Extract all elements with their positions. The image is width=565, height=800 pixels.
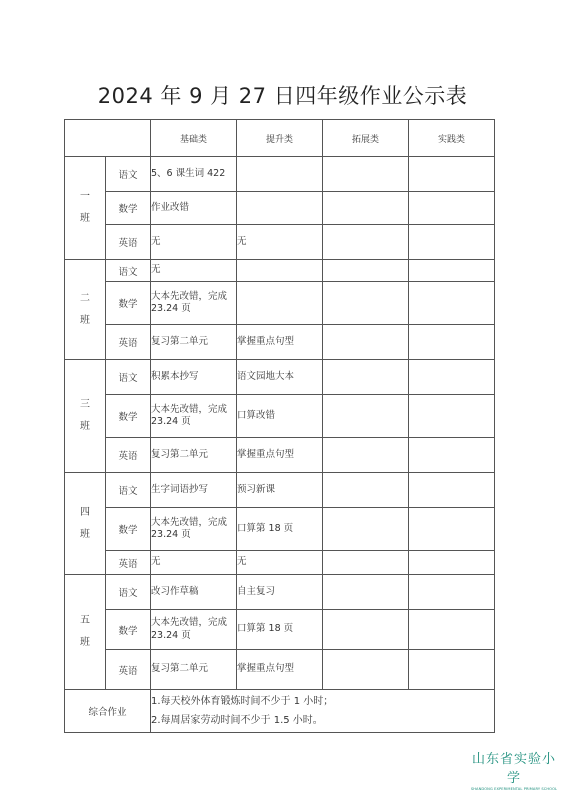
summary-items	[151, 690, 495, 733]
table-row	[65, 360, 495, 395]
subject-cell: 英语	[106, 650, 151, 690]
practice-cell	[409, 325, 495, 360]
subject-cell: 英语	[106, 225, 151, 260]
expand-cell	[323, 360, 409, 395]
homework-table	[64, 119, 495, 733]
expand-cell	[323, 282, 409, 325]
expand-cell	[323, 508, 409, 551]
expand-cell	[323, 438, 409, 473]
class-label-top: 一	[80, 191, 90, 202]
practice-cell	[409, 157, 495, 192]
practice-cell	[409, 650, 495, 690]
class-label	[65, 260, 106, 360]
class-label	[65, 575, 106, 690]
expand-cell	[323, 395, 409, 438]
improve-cell: 预习新课	[237, 473, 323, 508]
improve-cell: 口算第 18 页	[237, 508, 323, 551]
subject-cell: 数学	[106, 192, 151, 225]
class-label-bottom: 班	[80, 528, 90, 540]
class-label-top: 五	[80, 615, 90, 626]
basic-cell: 作业改错	[151, 192, 237, 225]
logo-subtitle: SHANDONG EXPERIMENTAL PRIMARY SCHOOL	[470, 787, 558, 791]
column-header-improve: 提升类	[237, 120, 323, 157]
summary-item: 2.每周居家劳动时间不少于 1.5 小时。	[151, 715, 323, 726]
practice-cell	[409, 282, 495, 325]
subject-cell: 英语	[106, 325, 151, 360]
improve-cell	[237, 192, 323, 225]
class-label-top: 四	[80, 506, 90, 518]
practice-cell	[409, 508, 495, 551]
class-label	[65, 473, 106, 575]
subject-cell: 数学	[106, 282, 151, 325]
basic-cell: 无	[151, 260, 237, 282]
column-header-basic: 基础类	[151, 120, 237, 157]
basic-cell: 大本先改错，完成 23.24 页	[151, 610, 237, 650]
expand-cell	[323, 192, 409, 225]
logo-name: 山东省实验小学	[471, 752, 556, 786]
table-row	[65, 438, 495, 473]
subject-cell: 语文	[106, 473, 151, 508]
practice-cell	[409, 192, 495, 225]
basic-cell: 无	[151, 225, 237, 260]
improve-cell: 掌握重点句型	[237, 325, 323, 360]
class-label-bottom: 班	[80, 421, 90, 432]
practice-cell	[409, 395, 495, 438]
expand-cell	[323, 610, 409, 650]
class-label	[65, 360, 106, 473]
subject-cell: 语文	[106, 157, 151, 192]
basic-cell: 5、6 课生词 422	[151, 157, 237, 192]
expand-cell	[323, 157, 409, 192]
school-logo	[468, 748, 560, 791]
column-header-practice: 实践类	[409, 120, 495, 157]
corner-cell	[65, 120, 151, 157]
expand-cell	[323, 650, 409, 690]
improve-cell: 口算第 18 页	[237, 610, 323, 650]
subject-cell: 英语	[106, 551, 151, 575]
basic-cell: 复习第二单元	[151, 438, 237, 473]
expand-cell	[323, 325, 409, 360]
basic-cell: 大本先改错，完成 23.24 页	[151, 508, 237, 551]
expand-cell	[323, 225, 409, 260]
improve-cell: 自主复习	[237, 575, 323, 610]
class-label	[65, 157, 106, 260]
subject-cell: 英语	[106, 438, 151, 473]
table-row	[65, 508, 495, 551]
practice-cell	[409, 438, 495, 473]
basic-cell: 大本先改错，完成 23.24 页	[151, 282, 237, 325]
improve-cell: 掌握重点句型	[237, 650, 323, 690]
expand-cell	[323, 473, 409, 508]
summary-row	[65, 690, 495, 733]
table-row	[65, 610, 495, 650]
table-row	[65, 551, 495, 575]
expand-cell	[323, 575, 409, 610]
practice-cell	[409, 260, 495, 282]
practice-cell	[409, 551, 495, 575]
summary-item: 1.每天校外体育锻炼时间不少于 1 小时；	[151, 696, 334, 707]
practice-cell	[409, 575, 495, 610]
table-row	[65, 282, 495, 325]
basic-cell: 改习作草稿	[151, 575, 237, 610]
basic-cell: 复习第二单元	[151, 650, 237, 690]
expand-cell	[323, 260, 409, 282]
class-label-top: 三	[80, 399, 90, 410]
subject-cell: 语文	[106, 260, 151, 282]
improve-cell: 口算改错	[237, 395, 323, 438]
table-row	[65, 325, 495, 360]
subject-cell: 数学	[106, 508, 151, 551]
summary-label: 综合作业	[65, 690, 151, 733]
header-row	[65, 120, 495, 157]
subject-cell: 数学	[106, 610, 151, 650]
improve-cell: 掌握重点句型	[237, 438, 323, 473]
basic-cell: 无	[151, 551, 237, 575]
subject-cell: 语文	[106, 575, 151, 610]
improve-cell	[237, 157, 323, 192]
basic-cell: 大本先改错，完成 23.24 页	[151, 395, 237, 438]
page-title: 2024 年 9 月 27 日四年级作业公示表	[97, 84, 468, 108]
practice-cell	[409, 473, 495, 508]
table-row	[65, 157, 495, 192]
improve-cell	[237, 282, 323, 325]
improve-cell: 无	[237, 551, 323, 575]
practice-cell	[409, 610, 495, 650]
table-row	[65, 650, 495, 690]
practice-cell	[409, 360, 495, 395]
class-label-bottom: 班	[80, 213, 90, 224]
table-row	[65, 260, 495, 282]
subject-cell: 数学	[106, 395, 151, 438]
class-label-bottom: 班	[80, 314, 90, 326]
improve-cell: 无	[237, 225, 323, 260]
table-row	[65, 225, 495, 260]
table-row	[65, 473, 495, 508]
basic-cell: 复习第二单元	[151, 325, 237, 360]
improve-cell: 语文园地大本	[237, 360, 323, 395]
column-header-expand: 拓展类	[323, 120, 409, 157]
table-row	[65, 575, 495, 610]
class-label-bottom: 班	[80, 637, 90, 648]
practice-cell	[409, 225, 495, 260]
table-row	[65, 395, 495, 438]
improve-cell	[237, 260, 323, 282]
table-row	[65, 192, 495, 225]
basic-cell: 积累本抄写	[151, 360, 237, 395]
class-label-top: 二	[80, 292, 90, 304]
expand-cell	[323, 551, 409, 575]
subject-cell: 语文	[106, 360, 151, 395]
basic-cell: 生字词语抄写	[151, 473, 237, 508]
